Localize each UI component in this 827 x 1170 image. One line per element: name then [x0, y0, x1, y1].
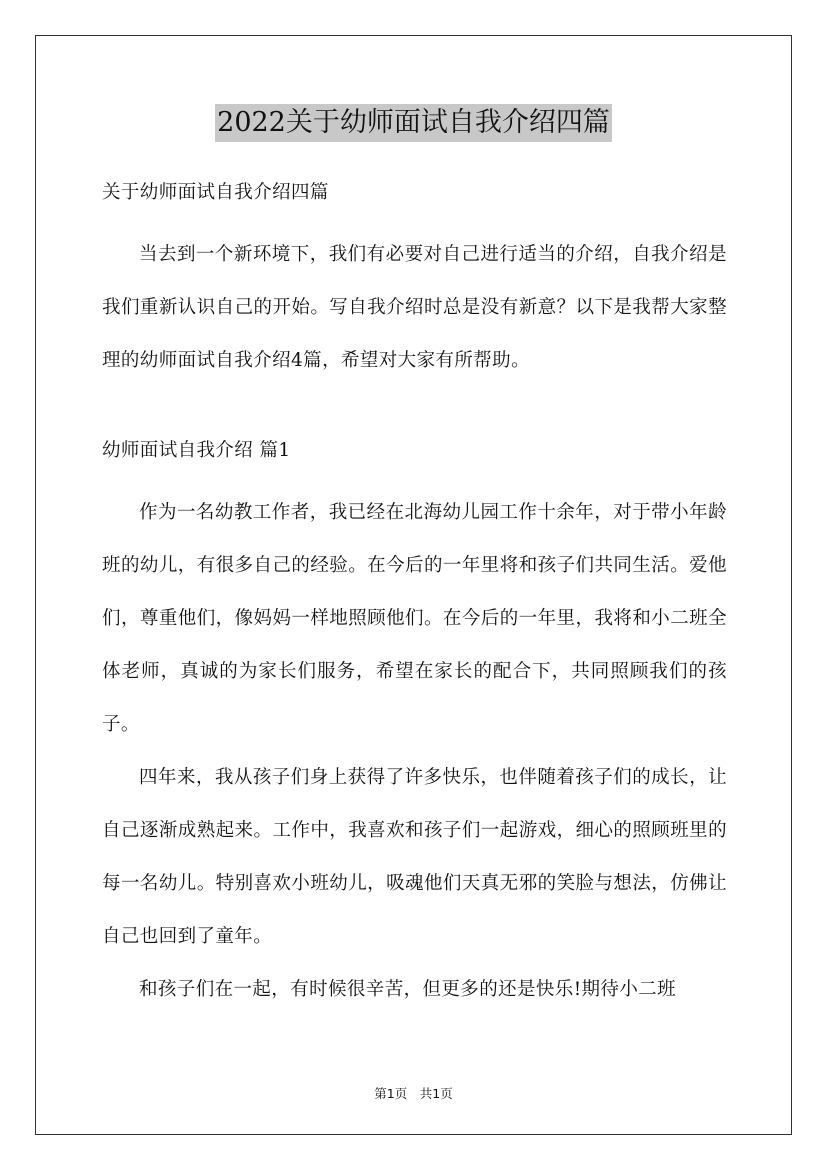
body-paragraph-3: 和孩子们在一起，有时候很辛苦，但更多的还是快乐!期待小二班	[139, 979, 677, 1000]
body-paragraph-1: 作为一名幼教工作者，我已经在北海幼儿园工作十余年，对于带小年龄班的幼儿，有很多自己的经验。在今后的一年里将和孩子们共同生活。爱他们，尊重他们，像妈妈一样地照顾他们。在今后的一年里，我将和小二班全体老师，真诚的为家长们服务，希望在家长的配合下，共同照顾我们的孩子。	[102, 502, 727, 735]
section-spacer	[102, 387, 727, 433]
intro-paragraph: 当去到一个新环境下，我们有必要对自己进行适当的介绍，自我介绍是我们重新认识自己的开始。写自我介绍时总是没有新意？以下是我帮大家整理的幼师面试自我介绍4篇，希望对大家有所帮助。	[102, 244, 727, 371]
document-body	[102, 175, 727, 1016]
body-paragraph-2: 四年来，我从孩子们身上获得了许多快乐，也伴随着孩子们的成长，让自己逐渐成熟起来。工作中，我喜欢和孩子们一起游戏，细心的照顾班里的每一名幼儿。特别喜欢小班幼儿，吸魂他们天真无邪的笑脸与想法，仿佛让自己也回到了童年。	[102, 767, 727, 947]
title-container	[0, 104, 827, 142]
page-footer: 第1页 共1页	[374, 1086, 453, 1101]
document-subtitle: 关于幼师面试自我介绍四篇	[102, 182, 329, 203]
section-heading: 幼师面试自我介绍 篇1	[102, 440, 291, 461]
document-title: 2022关于幼师面试自我介绍四篇	[215, 104, 612, 142]
